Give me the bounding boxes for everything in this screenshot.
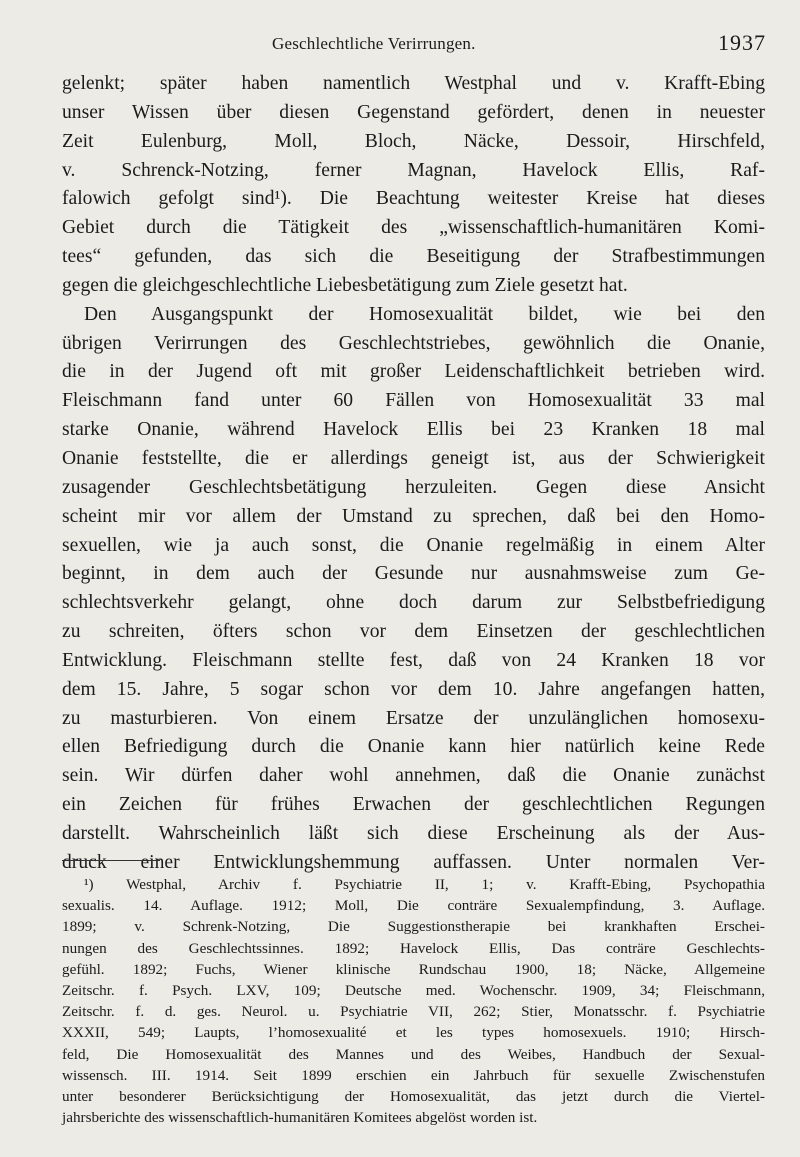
footnote-line: Zeitschr. f. Psych. LXV, 109; Deutsche med. Wochenschr. 1909, 34; Fleischmann,: [62, 981, 765, 999]
text-line: sein. Wir dürfen daher wohl annehmen, daß die Onanie zunächst: [62, 765, 765, 787]
text-line: druck einer Entwicklungshemmung auffassen. Unter normalen Ver-: [62, 851, 765, 873]
footnote-line: ¹) Westphal, Archiv f. Psychiatrie II, 1; v. Krafft-Ebing, Psychopathia: [84, 876, 765, 893]
text-line: ein Zeichen für frühes Erwachen der geschlechtlichen Regungen: [62, 794, 765, 816]
text-line: gelenkt; später haben namentlich Westphal und v. Krafft-Ebing: [62, 73, 765, 94]
footnote-line: XXXII, 549; Laupts, l’homosexualité et les types homosexuels. 1910; Hirsch-: [62, 1024, 765, 1042]
text-line: gegen die gleichgeschlechtliche Liebesbetätigung zum Ziele gesetzt hat.: [62, 274, 628, 296]
text-line: Fleischmann fand unter 60 Fällen von Homosexualität 33 mal: [62, 390, 765, 412]
text-line: zu schreiten, öfters schon vor dem Einsetzen der geschlechtlichen: [62, 621, 765, 643]
footnote-line: feld, Die Homosexualität des Mannes und des Weibes, Handbuch der Sexual-: [62, 1045, 765, 1063]
text-line: schlechtsverkehr gelangt, ohne doch darum zur Selbstbefriedigung: [62, 592, 765, 614]
text-line: falowich gefolgt sind¹). Die Beachtung weitester Kreise hat dieses: [62, 188, 765, 210]
footnote-line: nungen des Geschlechtssinnes. 1892; Havelock Ellis, Das conträre Geschlechts-: [62, 939, 765, 957]
text-line: sexuellen, wie ja auch sonst, die Onanie regelmäßig in einem Alter: [62, 534, 765, 556]
footnote-line: wissensch. III. 1914. Seit 1899 erschien ein Jahrbuch für sexuelle Zwischenstufen: [62, 1066, 765, 1084]
body-text: [62, 70, 765, 878]
text-line: Entwicklung. Fleischmann stellte fest, daß von 24 Kranken 18 vor: [62, 649, 765, 671]
text-line: starke Onanie, während Havelock Ellis bei 23 Kranken 18 mal: [62, 419, 765, 441]
footnote-line: jahrsberichte des wissenschaftlich-humanitären Komitees abgelöst worden ist.: [62, 1109, 538, 1127]
text-line: unser Wissen über diesen Gegenstand gefördert, denen in neuester: [62, 101, 765, 123]
text-line: übrigen Verirrungen des Geschlechtstriebes, gewöhnlich die Onanie,: [62, 332, 765, 354]
text-line: ellen Befriedigung durch die Onanie kann hier natürlich keine Rede: [62, 736, 765, 758]
text-line: Den Ausgangspunkt der Homosexualität bildet, wie bei den: [84, 303, 765, 325]
text-line: zusagender Geschlechtsbetätigung herzuleiten. Gegen diese Ansicht: [62, 476, 765, 498]
text-line: v. Schrenck-Notzing, ferner Magnan, Havelock Ellis, Raf-: [62, 159, 765, 181]
footnote-line: sexualis. 14. Auflage. 1912; Moll, Die conträre Sexualempfindung, 3. Auflage.: [62, 897, 765, 915]
text-line: scheint mir vor allem der Umstand zu sprechen, daß bei den Homo-: [62, 505, 765, 527]
text-line: darstellt. Wahrscheinlich läßt sich diese Erscheinung als der Aus-: [62, 822, 765, 844]
text-line: Onanie feststellte, die er allerdings geneigt ist, aus der Schwierigkeit: [62, 447, 765, 469]
footnote-line: 1899; v. Schrenk-Notzing, Die Suggestionstherapie bei krankhaften Erschei-: [62, 918, 765, 936]
text-line: zu masturbieren. Von einem Ersatze der unzulänglichen homosexu-: [62, 707, 765, 729]
text-line: beginnt, in dem auch der Gesunde nur ausnahmsweise zum Ge-: [62, 563, 765, 585]
footnote-line: unter besonderer Berücksichtigung der Homosexualität, das jetzt durch die Viertel-: [62, 1087, 765, 1105]
text-line: die in der Jugend oft mit großer Leidenschaftlichkeit betrieben wird.: [62, 361, 765, 383]
footnotes: [62, 874, 765, 1128]
text-line: dem 15. Jahre, 5 sogar schon vor dem 10. Jahre angefangen hatten,: [62, 678, 765, 700]
footnote-line: gefühl. 1892; Fuchs, Wiener klinische Rundschau 1900, 18; Näcke, Allgemeine: [62, 960, 765, 978]
page-number: 1937: [718, 30, 766, 55]
page-header: [62, 30, 766, 60]
text-line: tees“ gefunden, das sich die Beseitigung der Strafbestimmungen: [62, 246, 765, 268]
text-line: Gebiet durch die Tätigkeit des „wissenschaftlich-humanitären Komi-: [62, 217, 765, 239]
footnote-line: Zeitschr. f. d. ges. Neurol. u. Psychiatrie VII, 262; Stier, Monatsschr. f. Psychiatrie: [62, 1003, 765, 1021]
footnote-divider: [62, 860, 160, 861]
text-line: Zeit Eulenburg, Moll, Bloch, Näcke, Dessoir, Hirschfeld,: [62, 130, 765, 152]
running-title: Geschlechtliche Verirrungen.: [272, 34, 476, 53]
